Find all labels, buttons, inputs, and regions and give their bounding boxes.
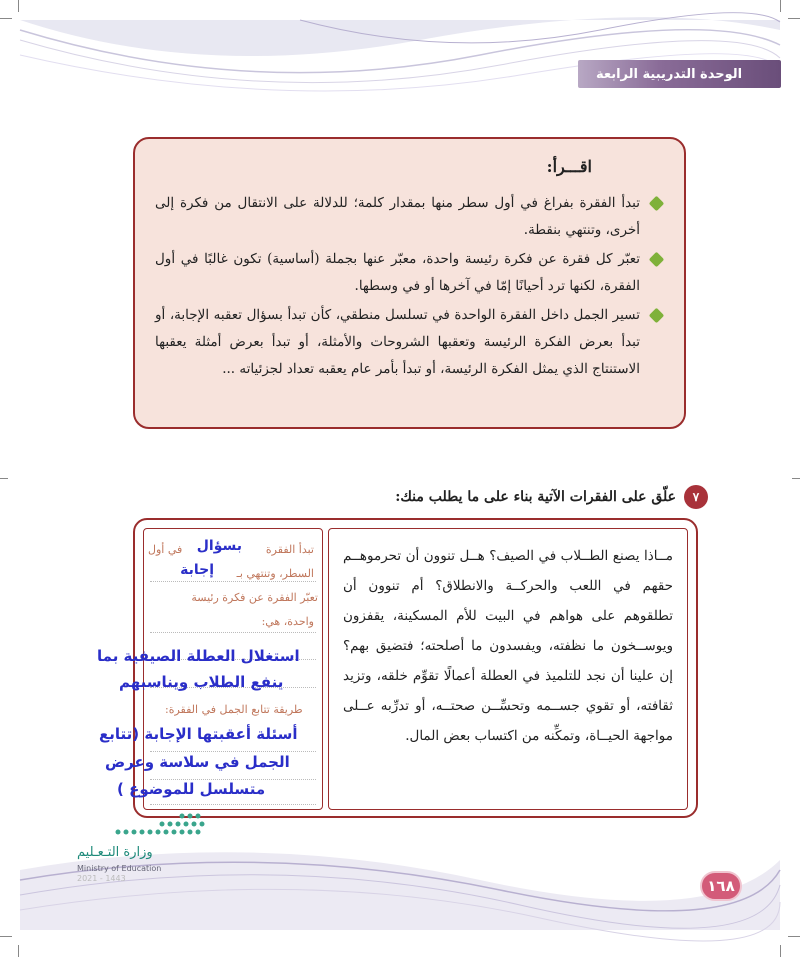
dotted-line bbox=[150, 632, 316, 633]
prompt-text: تعبّر الفقرة عن فكرة رئيسة bbox=[191, 591, 318, 604]
unit-title: الوحدة التدريبية الرابعة bbox=[596, 66, 743, 82]
question-number: ٧ bbox=[684, 485, 708, 509]
prompt-text: السطر، وتنتهي بـ bbox=[236, 567, 314, 580]
answer-text: بسؤال bbox=[196, 538, 242, 554]
read-item-text: تسير الجمل داخل الفقرة الواحدة في تسلسل منطقي، كأن تبدأ بسؤال تعقبه الإجابة، أو تبدأ بعرض الفكرة الرئيسة وتعقبها الشروحات والأمثلة، أو تبدأ بعرض أمثلة يعقبها الاستنتاج الذي يمثل الفكرة الرئيسة، أو تبدأ بأمر عام يعقبه تعداد لجزئياته ... bbox=[155, 307, 640, 377]
diamond-bullet-icon bbox=[649, 252, 665, 268]
answer-text: متسلسل للموضوع ) bbox=[117, 780, 266, 798]
logo-dots-icon bbox=[112, 810, 212, 840]
prompt-text: واحدة، هي: bbox=[261, 615, 314, 628]
prompt-text: في أول bbox=[148, 543, 183, 556]
ministry-name-arabic: وزارة التـعـليم bbox=[77, 845, 153, 860]
prompt-text: طريقة تتابع الجمل في الفقرة: bbox=[165, 703, 303, 716]
read-item bbox=[155, 302, 662, 383]
read-item bbox=[155, 246, 662, 300]
question-heading bbox=[395, 485, 708, 509]
logo-year: 2021 - 1443 bbox=[77, 874, 126, 883]
answer-text: إجابة bbox=[180, 562, 214, 578]
read-item bbox=[155, 190, 662, 244]
diamond-bullet-icon bbox=[649, 196, 665, 212]
answer-text: ينفع الطلاب ويناسبهم bbox=[119, 673, 284, 691]
read-box bbox=[133, 137, 686, 429]
crop-mark bbox=[0, 478, 8, 479]
page-number: ١٦٨ bbox=[700, 871, 742, 901]
read-item-text: تبدأ الفقرة بفراغ في أول سطر منها بمقدار كلمة؛ للدلالة على الانتقال من فكرة إلى أخرى، وتنتهي بنقطة. bbox=[155, 195, 640, 238]
read-item-text: تعبّر كل فقرة عن فكرة رئيسة واحدة، معبّر عنها بجملة (أساسية) تكون غالبًا في أول الفقرة، لكنها ترد أحيانًا إمّا في آخرها أو في وسطها. bbox=[155, 251, 640, 294]
answer-text: الجمل في سلاسة وعرض bbox=[105, 753, 290, 771]
unit-header bbox=[578, 60, 781, 88]
dotted-line bbox=[150, 751, 316, 752]
answer-text: أسئلة أعقبتها الإجابة (تتابع bbox=[99, 725, 298, 743]
crop-mark bbox=[792, 478, 800, 479]
dotted-line bbox=[150, 581, 316, 582]
answer-text: استغلال العطلة الصيفية بما bbox=[97, 647, 300, 665]
ministry-logo bbox=[32, 800, 182, 890]
prompt-text: تبدأ الفقرة bbox=[265, 543, 314, 556]
read-title: اقـــرأ: bbox=[546, 157, 592, 176]
diamond-bullet-icon bbox=[649, 308, 665, 324]
question-text: علّق على الفقرات الآتية بناء على ما يطلب منك: bbox=[395, 489, 676, 505]
exercise-box bbox=[97, 518, 698, 818]
exercise-paragraph: مــاذا يصنع الطــلاب في الصيف؟ هــل تنوون أن تحرموهــم حقهم في اللعب والحركــة والانطلاق؟ أم تنوون أن تطلقوهم على هواهم في البيت للأم المسكينة، يقفزون ويوســخون ما نظفته، ويفسدون ما أصلحته؛ فتضيق بهم؟ إن علينا أن نجد للتلميذ في العطلة أعمالًا تقوِّم خلقه، وتزيد ثقافته، أو تقوي جســمه وتحسِّــن صحتــه، أو تدرِّبه عــلى مواجهة الحيــاة، وتمكِّنه من اكتساب بعض المال. bbox=[328, 528, 688, 810]
ministry-name-english: Ministry of Education bbox=[77, 864, 162, 873]
